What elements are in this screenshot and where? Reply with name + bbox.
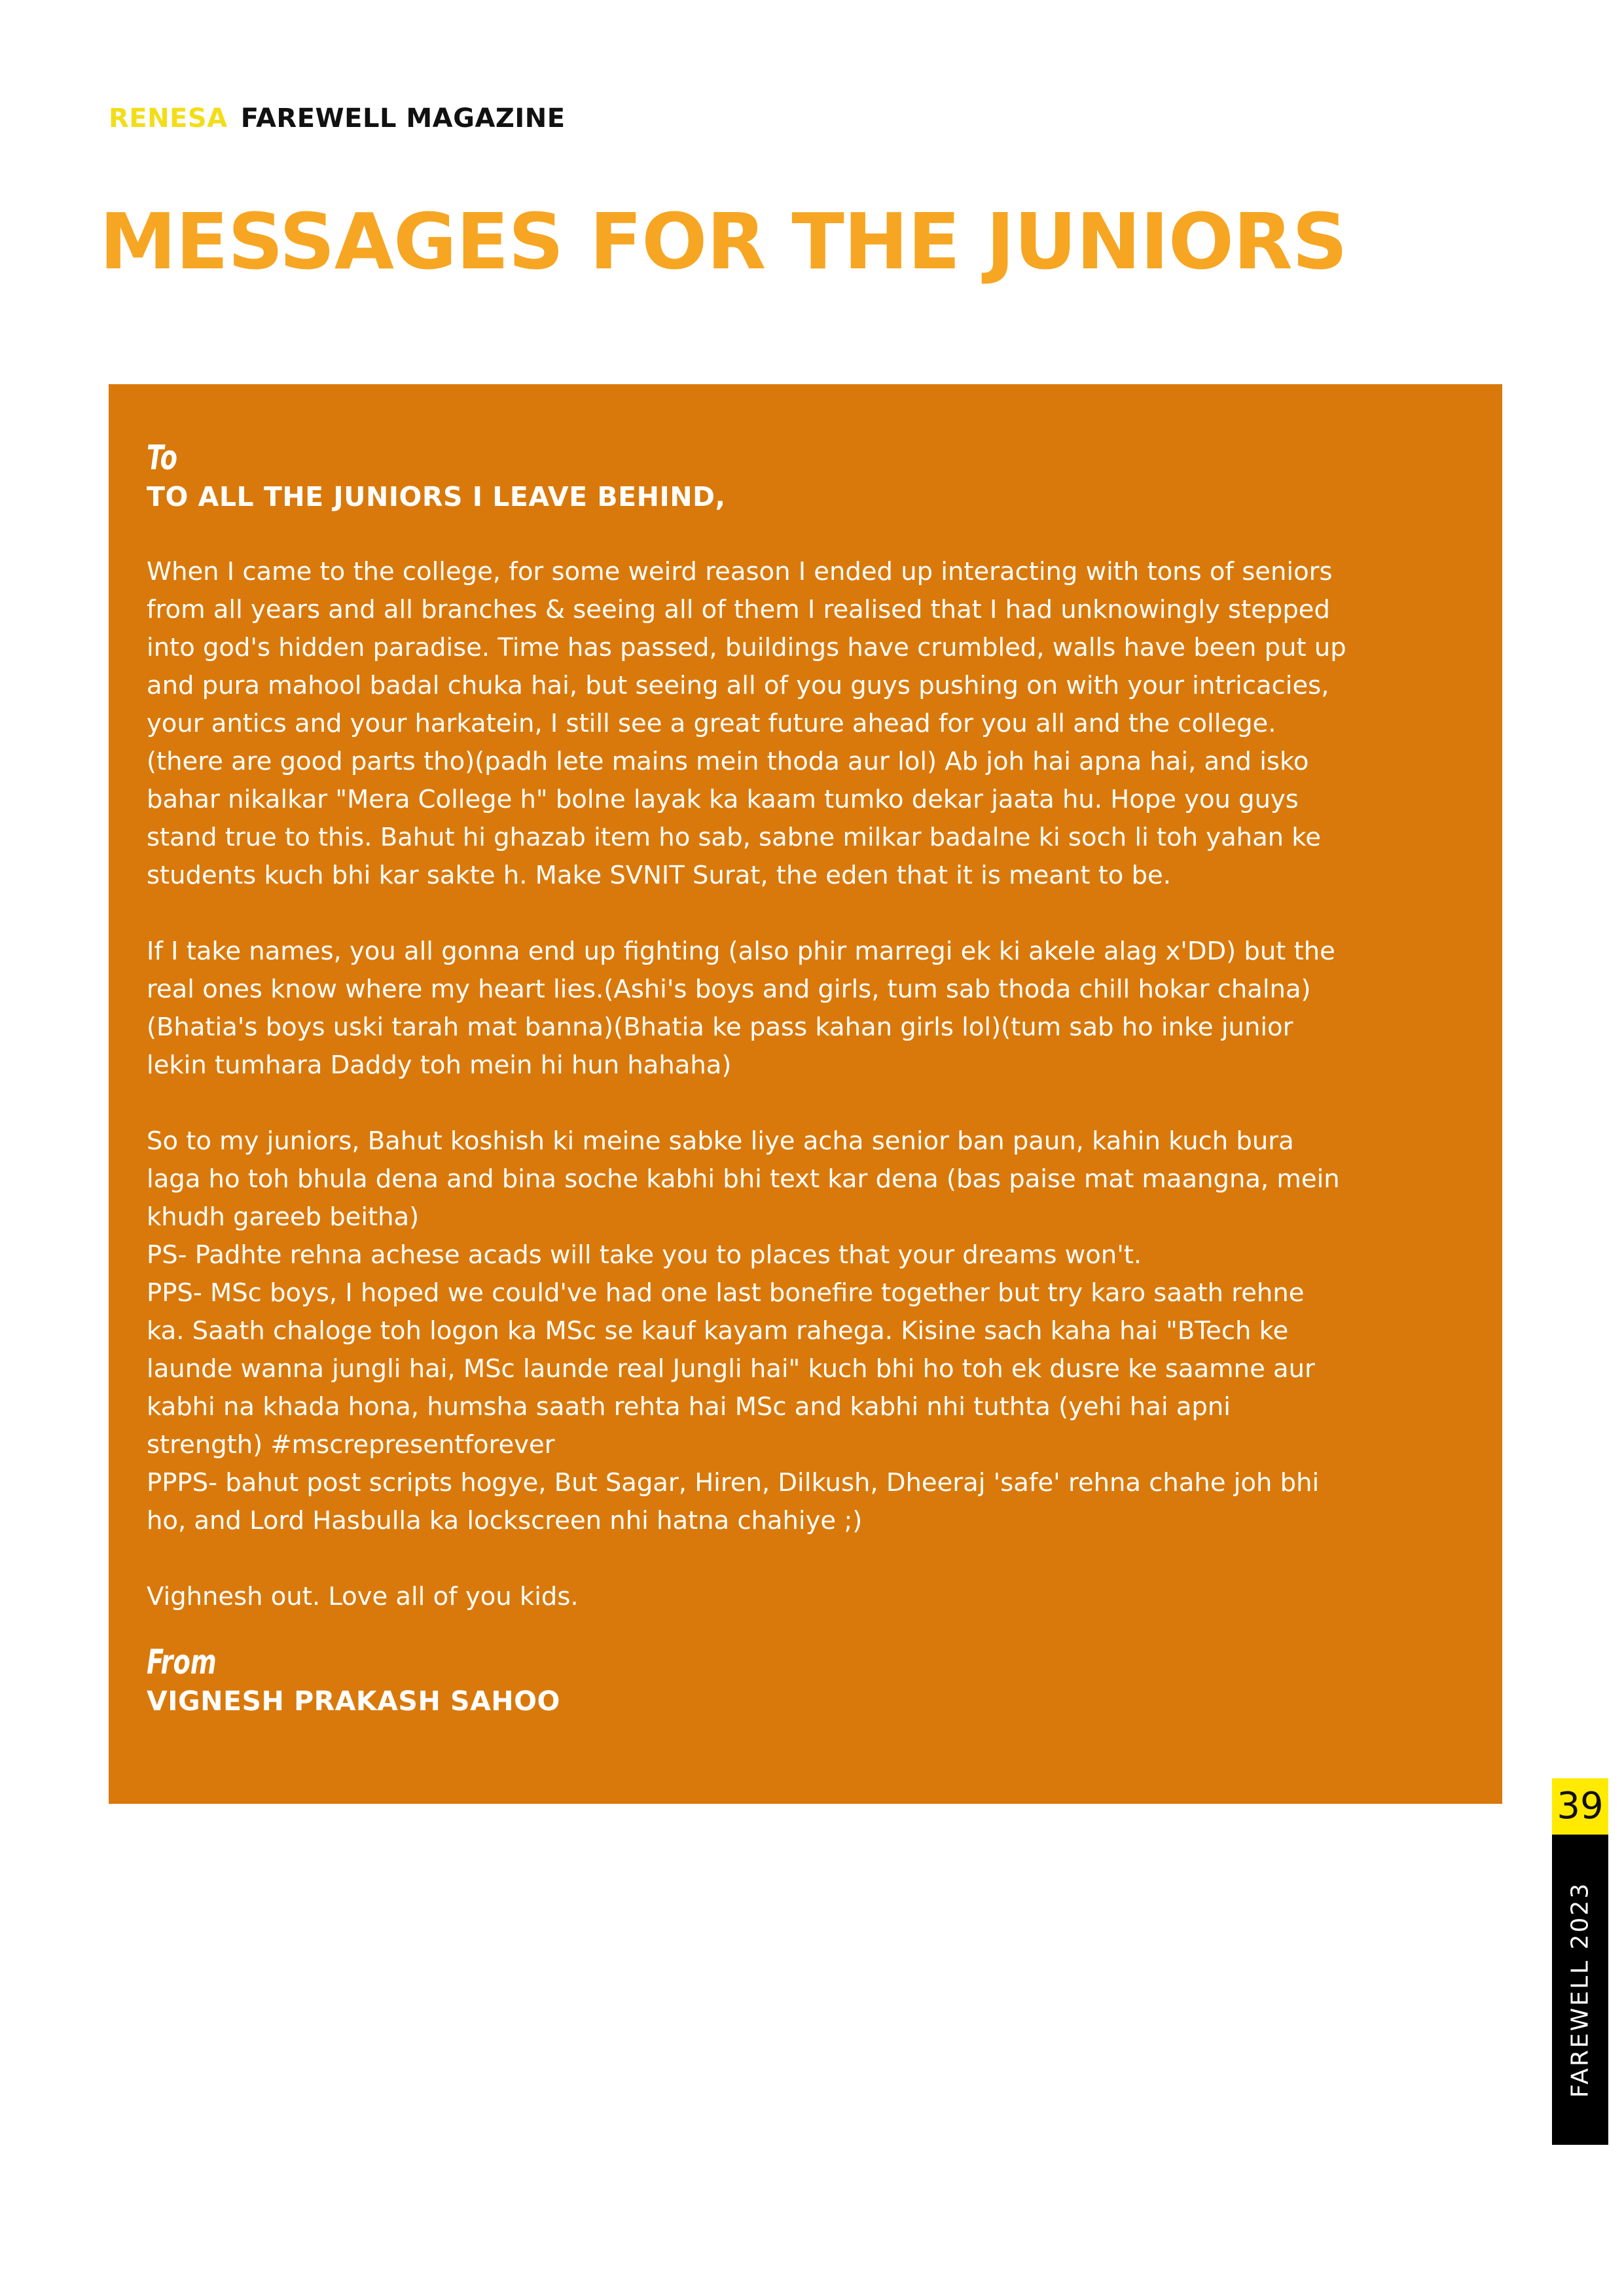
letter-paragraph-3: So to my juniors, Bahut koshish ki meine sabke liye acha senior ban paun, kahin kuch bura laga ho toh bhula dena and bina soche kabhi bhi text kar dena (bas paise mat maangna, mein khudh gareeb beitha) PS- Padhte rehna achese acads will take you to places that your dreams won't. PPS- MSc boys, I hoped we could've had one last bonefire together but try karo saath rehne ka. Saath chaloge toh logon ka MSc se kauf kayam rahega. Kisine sach kaha hai "BTech ke launde wanna jungli hai, MSc launde real Jungli hai" kuch bhi ho toh ek dusre ke saamne aur kabhi na khada hona, humsha saath rehta hai MSc and kabhi nhi tuthta (yehi hai apni strength) #mscrepresentforever PPPS- bahut post scripts hogye, But Sagar, Hiren, Dilkush, Dheeraj 'safe' rehna chahe joh bhi ho, and Lord Hasbulla ka lockscreen nhi hatna chahiye ;)	[147, 1126, 1340, 1535]
masthead-title: FAREWELL MAGAZINE	[240, 103, 566, 134]
edition-strip	[1552, 1835, 1608, 2145]
to-label: To	[147, 439, 178, 478]
spacer	[147, 515, 1424, 553]
letter-paragraph-1: When I came to the college, for some weird reason I ended up interacting with tons of seniors from all years and all branches & seeing all of them I realised that I had unknowingly stepped into god's hidden paradise. Time has passed, buildings have crumbled, walls have been put up and pura mahool badal chuka hai, but seeing all of you guys pushing on with your intricacies, your antics and your harkatein, I still see a great future ahead for you all and the college. (there are good parts tho)(padh lete mains mein thoda aur lol) Ab joh hai apna hai, and isko bahar nikalkar "Mera College h" bolne layak ka kaam tumko dekar jaata hu. Hope you guys stand true to this. Bahut hi ghazab item ho sab, sabne milkar badalne ki soch li toh yahan ke students kuch bhi kar sakte h. Make SVNIT Surat, the eden that it is meant to be.	[147, 557, 1346, 890]
page-title: MESSAGES FOR THE JUNIORS	[99, 196, 1347, 287]
recipient: TO ALL THE JUNIORS I LEAVE BEHIND,	[147, 481, 726, 512]
letter-paragraph-2: If I take names, you all gonna end up fighting (also phir marregi ek ki akele alag x'DD) but the real ones know where my heart lies.(Ashi's boys and girls, tum sab thoda chill hokar chalna) (Bhatia's boys uski tarah mat banna)(Bhatia ke pass kahan girls lol)(tum sab ho inke junior lekin tumhara Daddy toh mein hi hun hahaha)	[147, 937, 1335, 1080]
spacer	[147, 1085, 1424, 1122]
masthead-brand: RENESA	[109, 103, 228, 134]
page-number: 39	[1552, 1778, 1608, 1835]
letter-box	[109, 384, 1502, 1804]
spacer	[147, 1540, 1424, 1578]
spacer	[147, 1616, 1424, 1642]
from-label: From	[147, 1643, 217, 1682]
spacer	[147, 895, 1424, 933]
letter-paragraph-4: Vighnesh out. Love all of you kids.	[147, 1582, 579, 1611]
author-name: VIGNESH PRAKASH SAHOO	[147, 1685, 560, 1717]
edition-label: FAREWELL 2023	[1566, 1881, 1594, 2098]
masthead	[109, 103, 566, 134]
